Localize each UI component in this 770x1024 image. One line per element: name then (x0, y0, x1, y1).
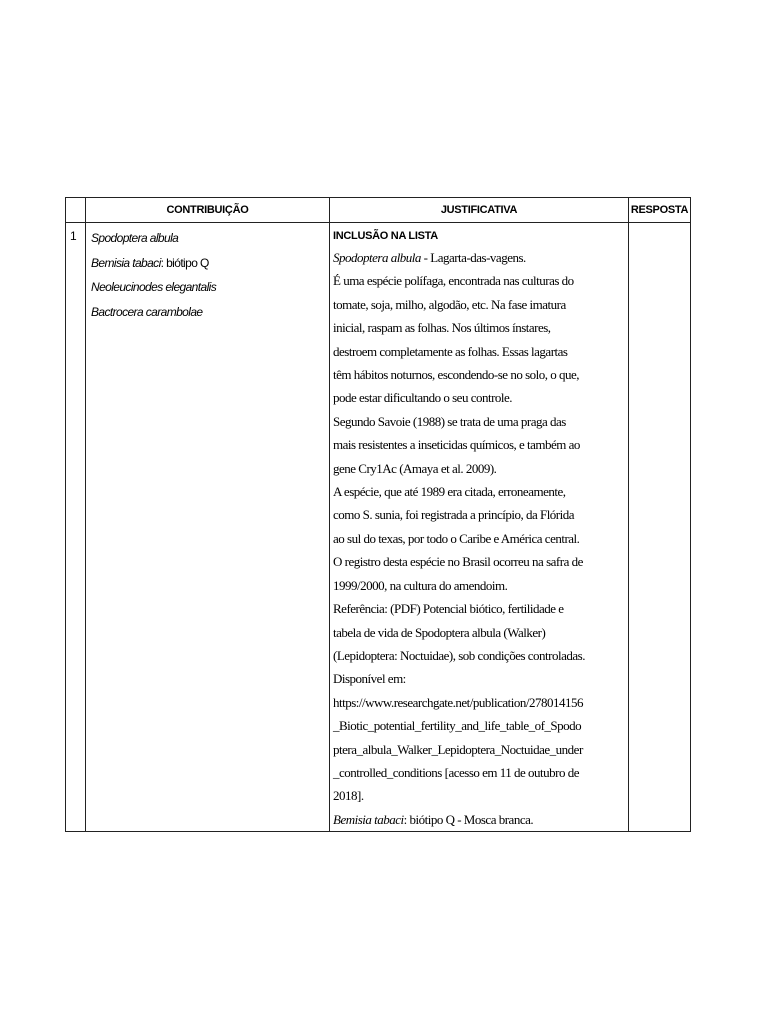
justification-line-text: https://www.researchgate.net/publication/278014156 (333, 694, 583, 710)
justification-line-text: - Lagarta-das-vagens. (420, 250, 526, 265)
contribution-item-species-name: Neoleucinodes elegantalis (91, 280, 217, 294)
justification-line-text: como S. sunia, foi registrada a princípio, da Flórida (333, 507, 575, 523)
justification-line (333, 340, 624, 363)
justification-line-text: ao sul do texas, por todo o Caribe e América central. (333, 530, 580, 546)
contribution-table (65, 197, 691, 832)
header-contribution: CONTRIBUIÇÃO (86, 198, 330, 223)
justification-line (333, 363, 624, 386)
justification-line (333, 574, 624, 597)
justification-line-text: Segundo Savoie (1988) se trata de uma praga das (333, 413, 566, 429)
justification-line-text: mais resistentes a inseticidas químicos, e também ao (333, 437, 580, 453)
contribution-item (91, 275, 329, 300)
justification-line (333, 457, 624, 480)
justification-line-text: têm hábitos noturnos, escondendo-se no solo, o que, (333, 367, 580, 383)
justification-heading: INCLUSÃO NA LISTA (333, 230, 438, 242)
justification-line-text: (Lepidoptera: Noctuidae), sob condições controladas. (333, 647, 585, 663)
justification-line (333, 621, 624, 644)
justification-line (333, 550, 624, 573)
justification-line-text: _Biotic_potential_fertility_and_life_table_of_Spodo (333, 718, 582, 734)
justification-line (333, 597, 624, 620)
justification-line-text: Referência: (PDF) Potencial biótico, fertilidade e (333, 601, 564, 617)
justification-line-text: ptera_albula_Walker_Lepidoptera_Noctuidae_under (333, 741, 583, 757)
justification-line (333, 714, 624, 737)
row-number: 1 (66, 223, 86, 832)
justification-line (333, 667, 624, 690)
justification-line-text: gene Cry1Ac (Amaya et al. 2009). (333, 460, 497, 476)
contribution-cell (86, 223, 330, 832)
justification-line (333, 269, 624, 292)
justification-line (333, 293, 624, 316)
justification-line-text: pode estar dificultando o seu controle. (333, 390, 513, 406)
justification-text (333, 246, 624, 831)
contribution-list (91, 226, 329, 324)
contribution-item-species-name: Spodoptera albula (91, 231, 179, 245)
justification-line-text: Disponível em: (333, 671, 406, 687)
justification-line (333, 503, 624, 526)
justification-line-text: inicial, raspam as folhas. Nos últimos ínstares, (333, 320, 551, 336)
justification-line-text: É uma espécie polífaga, encontrada nas culturas do (333, 273, 574, 289)
contribution-item (91, 300, 329, 325)
justification-line-species-name: Bemisia tabaci (333, 811, 404, 827)
justification-line (333, 527, 624, 550)
header-justification: JUSTIFICATIVA (330, 198, 629, 223)
justification-line (333, 480, 624, 503)
justification-line-text: O registro desta espécie no Brasil ocorreu na safra de (333, 554, 583, 570)
justification-line-text: tomate, soja, milho, algodão, etc. Na fase imatura (333, 296, 566, 312)
table-row (66, 223, 691, 832)
contribution-item-text: : biótipo Q (160, 255, 209, 270)
justification-line (333, 761, 624, 784)
justification-cell (330, 223, 629, 832)
justification-line (333, 246, 624, 269)
justification-line (333, 808, 624, 831)
justification-line (333, 691, 624, 714)
justification-line-text: : biótipo Q - Mosca branca. (403, 811, 534, 827)
justification-line-text: _controlled_conditions [acesso em 11 de outubro de (333, 764, 580, 780)
table-header-row (66, 198, 691, 223)
justification-line-text: destroem completamente as folhas. Essas lagartas (333, 343, 568, 359)
contribution-item-species-name: Bemisia tabaci (91, 255, 161, 270)
justification-line (333, 644, 624, 667)
contribution-item (91, 251, 329, 276)
justification-line-text: tabela de vida de Spodoptera albula (Walker) (333, 624, 546, 640)
response-cell (629, 223, 691, 832)
justification-line (333, 784, 624, 807)
justification-line-species-name: Spodoptera albula (333, 250, 421, 265)
contribution-item-species-name: Bactrocera carambolae (91, 304, 203, 319)
justification-line-text: 2018]. (333, 788, 364, 804)
justification-line (333, 433, 624, 456)
justification-line-text: A espécie, que até 1989 era citada, erroneamente, (333, 484, 566, 500)
justification-line (333, 738, 624, 761)
justification-line (333, 316, 624, 339)
header-response: RESPOSTA (629, 198, 691, 223)
contribution-item (91, 226, 329, 251)
justification-line (333, 386, 624, 409)
justification-line (333, 410, 624, 433)
justification-line-text: 1999/2000, na cultura do amendoim. (333, 577, 508, 593)
header-number (66, 198, 86, 223)
